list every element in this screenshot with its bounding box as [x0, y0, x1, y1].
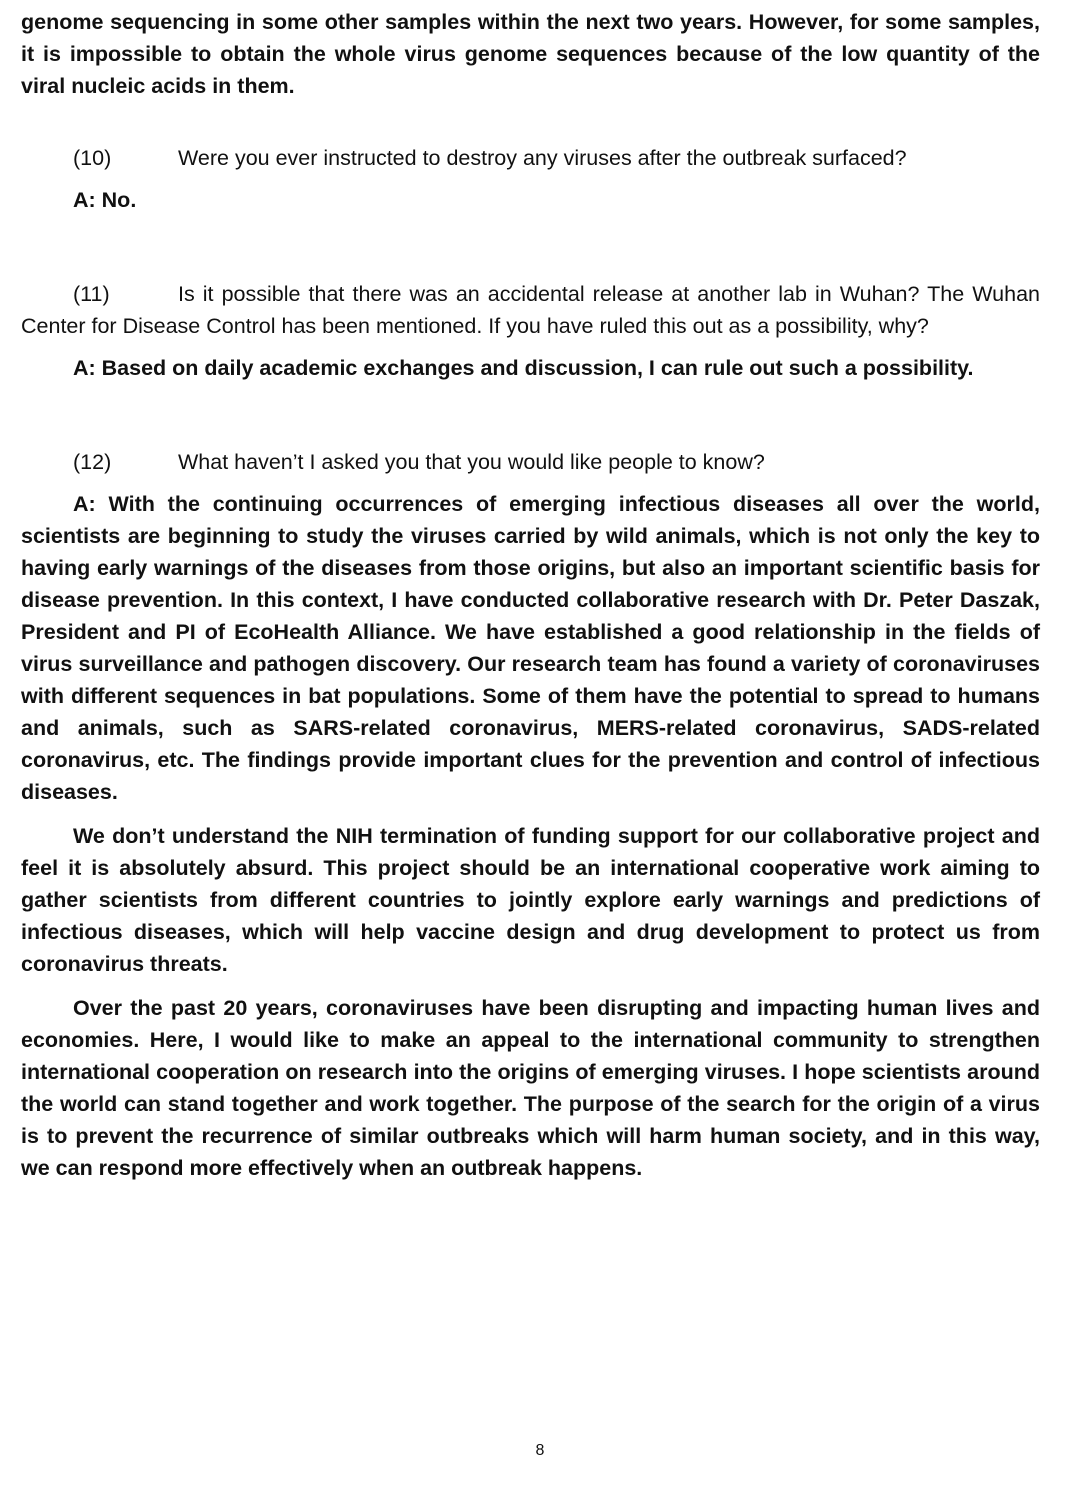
- answer-11: A: Based on daily academic exchanges and discussion, I can rule out such a possibility.: [73, 356, 974, 380]
- question-number: (10): [73, 146, 112, 170]
- question-text: Is it possible that there was an accidental release at another lab in Wuhan? The Wuhan Center for Disease Control has been mentioned. If you have ruled this out as a possibility, why?: [21, 282, 1040, 338]
- document-page: [21, 6, 1040, 1184]
- question-10: [73, 142, 1040, 174]
- question-text: Were you ever instructed to destroy any viruses after the outbreak surfaced?: [178, 146, 907, 170]
- question-number: (12): [73, 450, 112, 474]
- answer-10: A: No.: [73, 188, 137, 212]
- question-12: [73, 446, 1040, 478]
- question-number: (11): [73, 282, 110, 306]
- question-text: What haven’t I asked you that you would like people to know?: [178, 450, 765, 474]
- answer-12-paragraph-2: We don’t understand the NIH termination of funding support for our collaborative project and feel it is absolutely absurd. This project should be an international cooperative work aiming to gather scientists from different countries to jointly explore early warnings and predictions of infectious diseases, which will help vaccine design and drug development to protect us from coronavirus threats.: [21, 824, 1040, 976]
- continuation-paragraph: genome sequencing in some other samples within the next two years. However, for some samples, it is impossible to obtain the whole virus genome sequences because of the low quantity of the viral nucleic acids in them.: [21, 10, 1040, 98]
- answer-12-paragraph-1: A: With the continuing occurrences of emerging infectious diseases all over the world, scientists are beginning to study the viruses carried by wild animals, which is not only the key to having early warnings of the diseases from those origins, but also an important scientific basis for disease prevention. In this context, I have conducted collaborative research with Dr. Peter Daszak, President and PI of EcoHealth Alliance. We have established a good relationship in the fields of virus surveillance and pathogen discovery. Our research team has found a variety of coronaviruses with different sequences in bat populations. Some of them have the potential to spread to humans and animals, such as SARS-related coronavirus, MERS-related coronavirus, SADS-related coronavirus, etc. The findings provide important clues for the prevention and control of infectious diseases.: [21, 492, 1040, 804]
- page-number: 8: [535, 1442, 545, 1459]
- question-11: [21, 278, 1040, 342]
- answer-12-paragraph-3: Over the past 20 years, coronaviruses have been disrupting and impacting human lives and economies. Here, I would like to make an appeal to the international community to strengthen international cooperation on research into the origins of emerging viruses. I hope scientists around the world can stand together and work together. The purpose of the search for the origin of a virus is to prevent the recurrence of similar outbreaks which will harm human society, and in this way, we can respond more effectively when an outbreak happens.: [21, 996, 1040, 1180]
